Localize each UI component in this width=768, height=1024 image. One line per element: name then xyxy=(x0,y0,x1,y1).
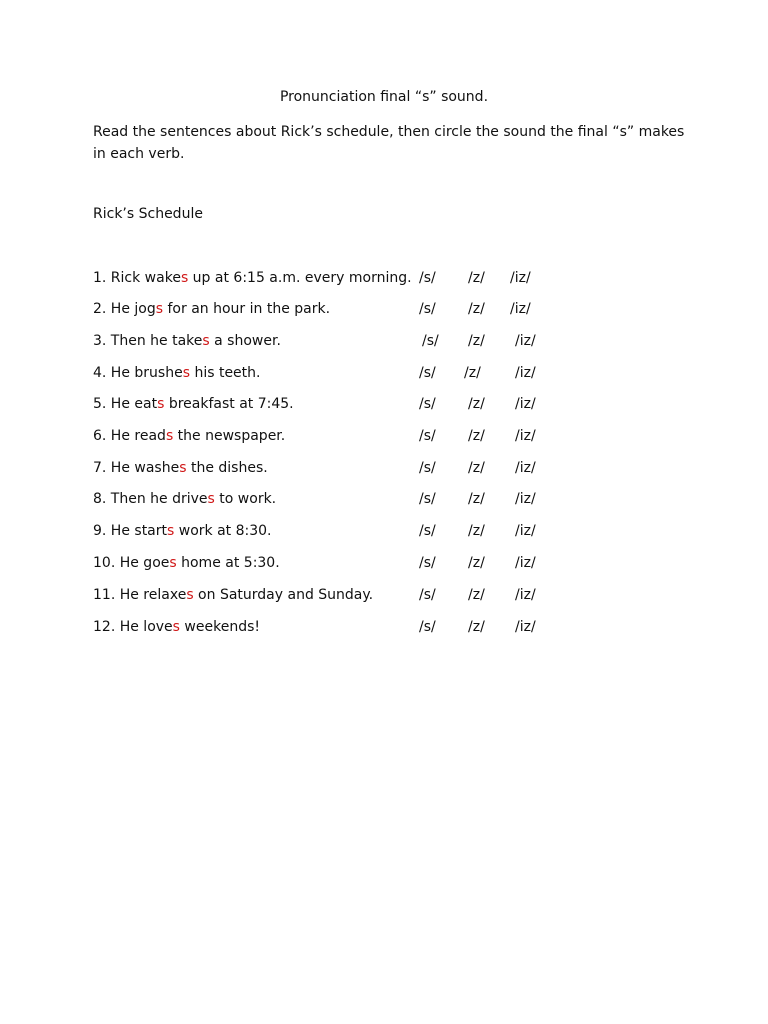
sentence-end: his teeth. xyxy=(190,365,261,381)
option-z[interactable]: /z/ xyxy=(468,587,485,603)
option-s[interactable]: /s/ xyxy=(419,396,436,412)
sentence-end: on Saturday and Sunday. xyxy=(193,587,374,603)
final-s-highlight: s xyxy=(207,491,215,507)
sentence-start: 2. He jog xyxy=(93,301,156,317)
sentence xyxy=(93,333,281,349)
option-iz[interactable]: /iz/ xyxy=(515,555,536,571)
option-z[interactable]: /z/ xyxy=(468,460,485,476)
option-z[interactable]: /z/ xyxy=(468,428,485,444)
sentence-start: 10. He goe xyxy=(93,555,170,571)
schedule-heading: Rick’s Schedule xyxy=(93,206,203,222)
option-iz[interactable]: /iz/ xyxy=(515,428,536,444)
sentence xyxy=(93,270,412,286)
exercise-row xyxy=(93,270,593,290)
sentence-end: home at 5:30. xyxy=(176,555,280,571)
exercise-row xyxy=(93,396,593,416)
sentence xyxy=(93,396,294,412)
sentence-start: 4. He brushe xyxy=(93,365,183,381)
option-iz[interactable]: /iz/ xyxy=(515,491,536,507)
option-iz[interactable]: /iz/ xyxy=(515,365,536,381)
sentence xyxy=(93,619,260,635)
option-s[interactable]: /s/ xyxy=(419,365,436,381)
exercise-row xyxy=(93,523,593,543)
option-iz[interactable]: /iz/ xyxy=(515,523,536,539)
option-iz[interactable]: /iz/ xyxy=(510,301,531,317)
sentence xyxy=(93,460,268,476)
option-iz[interactable]: /iz/ xyxy=(515,619,536,635)
sentence-end: breakfast at 7:45. xyxy=(164,396,294,412)
option-s[interactable]: /s/ xyxy=(419,619,436,635)
worksheet-title: Pronunciation final “s” sound. xyxy=(279,89,489,105)
instructions-text: Read the sentences about Rick’s schedule, then circle the sound the final “s” makes in each verb. xyxy=(93,124,685,162)
option-s[interactable]: /s/ xyxy=(419,301,436,317)
option-z[interactable]: /z/ xyxy=(464,365,481,381)
option-s[interactable]: /s/ xyxy=(422,333,439,349)
option-s[interactable]: /s/ xyxy=(419,270,436,286)
option-s[interactable]: /s/ xyxy=(419,491,436,507)
exercise-row xyxy=(93,491,593,511)
final-s-highlight: s xyxy=(180,270,189,286)
final-s-highlight: s xyxy=(179,460,187,476)
exercise-row xyxy=(93,301,593,321)
option-z[interactable]: /z/ xyxy=(468,555,485,571)
exercise-row xyxy=(93,333,593,353)
sentence-end: work at 8:30. xyxy=(174,523,272,539)
exercise-row xyxy=(93,619,593,639)
sentence-start: 11. He relaxe xyxy=(93,587,187,603)
final-s-highlight: s xyxy=(155,301,164,317)
exercise-row xyxy=(93,365,593,385)
option-s[interactable]: /s/ xyxy=(419,587,436,603)
final-s-highlight: s xyxy=(169,555,177,571)
sentence-end: a shower. xyxy=(209,333,281,349)
sentence-end: the dishes. xyxy=(186,460,268,476)
option-iz[interactable]: /iz/ xyxy=(515,333,536,349)
sentence-start: 12. He love xyxy=(93,619,173,635)
option-s[interactable]: /s/ xyxy=(419,523,436,539)
sentence xyxy=(93,587,373,603)
final-s-highlight: s xyxy=(202,333,210,349)
option-z[interactable]: /z/ xyxy=(468,396,485,412)
exercise-row xyxy=(93,555,593,575)
option-iz[interactable]: /iz/ xyxy=(515,587,536,603)
sentence-start: 3. Then he take xyxy=(93,333,203,349)
sentence-start: 1. Rick wake xyxy=(93,270,181,286)
option-iz[interactable]: /iz/ xyxy=(510,270,531,286)
final-s-highlight: s xyxy=(167,523,175,539)
exercise-row xyxy=(93,460,593,480)
exercise-row xyxy=(93,428,593,448)
sentence-start: 7. He washe xyxy=(93,460,180,476)
option-iz[interactable]: /iz/ xyxy=(515,460,536,476)
final-s-highlight: s xyxy=(172,619,180,635)
sentence-end: up at 6:15 a.m. every morning. xyxy=(188,270,412,286)
final-s-highlight: s xyxy=(165,428,174,444)
option-iz[interactable]: /iz/ xyxy=(515,396,536,412)
sentence-start: 5. He eat xyxy=(93,396,158,412)
sentence-start: 9. He start xyxy=(93,523,168,539)
option-z[interactable]: /z/ xyxy=(468,333,485,349)
sentence-start: 8. Then he drive xyxy=(93,491,208,507)
option-z[interactable]: /z/ xyxy=(468,301,485,317)
sentence-start: 6. He read xyxy=(93,428,166,444)
option-z[interactable]: /z/ xyxy=(468,491,485,507)
option-z[interactable]: /z/ xyxy=(468,619,485,635)
final-s-highlight: s xyxy=(157,396,165,412)
sentence-end: the newspaper. xyxy=(173,428,286,444)
sentence xyxy=(93,523,272,539)
option-z[interactable]: /z/ xyxy=(468,270,485,286)
final-s-highlight: s xyxy=(186,587,194,603)
final-s-highlight: s xyxy=(182,365,190,381)
exercise-row xyxy=(93,587,593,607)
sentence-end: for an hour in the park. xyxy=(163,301,331,317)
sentence xyxy=(93,428,285,444)
sentence xyxy=(93,491,276,507)
option-z[interactable]: /z/ xyxy=(468,523,485,539)
sentence-end: weekends! xyxy=(179,619,260,635)
sentence xyxy=(93,555,280,571)
option-s[interactable]: /s/ xyxy=(419,428,436,444)
sentence xyxy=(93,301,330,317)
sentence xyxy=(93,365,261,381)
option-s[interactable]: /s/ xyxy=(419,555,436,571)
option-s[interactable]: /s/ xyxy=(419,460,436,476)
sentence-end: to work. xyxy=(214,491,277,507)
